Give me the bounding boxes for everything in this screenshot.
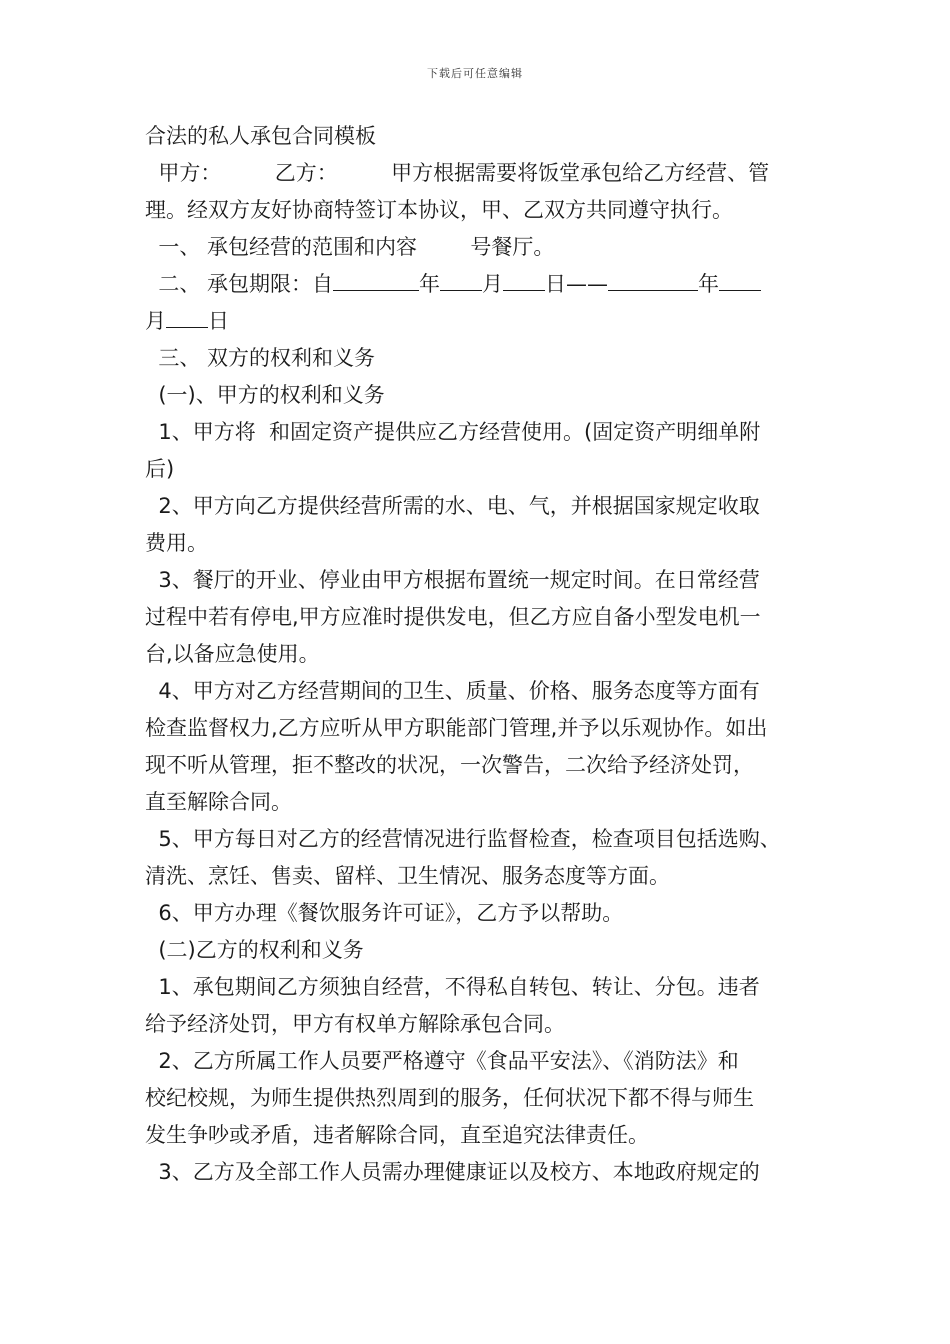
start-month-blank[interactable] xyxy=(440,266,482,291)
month-label: 月 xyxy=(145,309,166,333)
text-line: 费用。 xyxy=(145,531,208,555)
text-line: 2、乙方所属工作人员要严格遵守《食品平安法》、《消防法》和 xyxy=(145,1049,739,1073)
text-line: (二)乙方的权利和义务 xyxy=(145,938,364,962)
text-line: 3、餐厅的开业、停业由甲方根据布置统一规定时间。在日常经营 xyxy=(145,568,760,592)
day-label: 日—— xyxy=(545,272,609,296)
day-label: 日 xyxy=(208,309,229,333)
text-line: 检查监督权力,乙方应听从甲方职能部门管理,并予以乐观协作。如出 xyxy=(145,716,768,740)
text-line: 清洗、烹饪、售卖、留样、卫生情况、服务态度等方面。 xyxy=(145,864,670,888)
text-line: 三、 双方的权利和义务 xyxy=(145,346,376,370)
text-line: 一、 承包经营的范围和内容 号餐厅。 xyxy=(145,235,555,259)
end-day-blank[interactable] xyxy=(166,303,208,328)
text-line: 后) xyxy=(145,457,175,481)
end-month-blank-partial[interactable] xyxy=(719,266,761,291)
page-header-note: 下载后可任意编辑 xyxy=(427,67,523,80)
text-line: 发生争吵或矛盾，违者解除合同，直至追究法律责任。 xyxy=(145,1123,649,1147)
document-title: 合法的私人承包合同模板 xyxy=(145,124,376,148)
text-line: 给予经济处罚，甲方有权单方解除承包合同。 xyxy=(145,1012,565,1036)
year-label: 年 xyxy=(419,272,441,296)
text-line: 直至解除合同。 xyxy=(145,790,292,814)
year-label: 年 xyxy=(698,272,720,296)
period-prefix: 二、 承包期限：自 xyxy=(145,272,334,296)
text-line: 1、承包期间乙方须独自经营，不得私自转包、转让、分包。违者 xyxy=(145,975,760,999)
text-line: 校纪校规，为师生提供热烈周到的服务，任何状况下都不得与师生 xyxy=(145,1086,754,1110)
contract-period-line xyxy=(145,266,825,303)
text-line: 4、甲方对乙方经营期间的卫生、质量、价格、服务态度等方面有 xyxy=(145,679,760,703)
text-line: 3、乙方及全部工作人员需办理健康证以及校方、本地政府规定的 xyxy=(145,1160,760,1184)
start-day-blank[interactable] xyxy=(503,266,545,291)
text-line: 过程中若有停电,甲方应准时提供发电，但乙方应自备小型发电机一 xyxy=(145,605,761,629)
text-line: (一)、甲方的权利和义务 xyxy=(145,383,385,407)
text-line: 5、甲方每日对乙方的经营情况进行监督检查，检查项目包括选购、 xyxy=(145,827,781,851)
text-line: 1、甲方将 和固定资产提供应乙方经营使用。(固定资产明细单附 xyxy=(145,420,761,444)
text-line: 台,以备应急使用。 xyxy=(145,642,320,666)
document-body xyxy=(145,118,825,1191)
text-line: 理。经双方友好协商特签订本协议，甲、乙双方共同遵守执行。 xyxy=(145,198,733,222)
text-line: 6、甲方办理《餐饮服务许可证》，乙方予以帮助。 xyxy=(145,901,624,925)
text-line: 现不听从管理，拒不整改的状况，一次警告，二次给予经济处罚， xyxy=(145,753,754,777)
text-line: 甲方： 乙方： 甲方根据需要将饭堂承包给乙方经营、管 xyxy=(145,161,770,185)
start-year-blank[interactable] xyxy=(333,266,419,291)
end-year-blank[interactable] xyxy=(608,266,698,291)
contract-period-line-continued xyxy=(145,303,825,340)
month-label: 月 xyxy=(482,272,504,296)
text-line: 2、甲方向乙方提供经营所需的水、电、气，并根据国家规定收取 xyxy=(145,494,760,518)
